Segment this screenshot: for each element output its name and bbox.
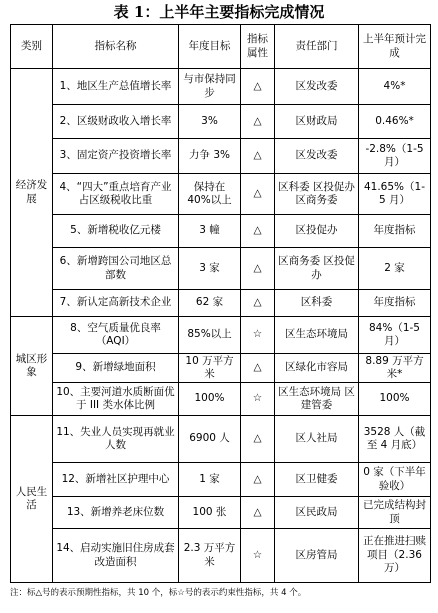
indicator-name-cell: 10、主要河道水质断面优于 III 类水体比例 (53, 383, 179, 416)
table-row (11, 139, 431, 174)
type-cell: △ (241, 215, 275, 248)
target-cell: 力争 3% (179, 139, 241, 174)
table-row (11, 354, 431, 383)
type-cell: △ (241, 248, 275, 290)
type-cell: △ (241, 139, 275, 174)
table-row (11, 69, 431, 105)
target-cell: 3% (179, 105, 241, 139)
indicator-name-cell: 1、地区生产总值增长率 (53, 69, 179, 105)
category-cell: 人民生活 (11, 416, 53, 583)
table-title: 表 1：上半年主要指标完成情况 (113, 3, 325, 21)
department-cell: 区绿化市容局 (275, 354, 359, 383)
indicator-name-cell: 2、区级财政收入增长率 (53, 105, 179, 139)
completion-cell: 已完成结构封顶 (359, 497, 431, 529)
indicator-name-cell: 8、空气质量优良率（AQI） (53, 317, 179, 354)
type-cell: △ (241, 174, 275, 215)
indicator-name-cell: 12、新增社区护理中心 (53, 463, 179, 497)
completion-cell: 年度指标 (359, 290, 431, 317)
type-cell: ☆ (241, 317, 275, 354)
completion-cell: 3528 人（截至 4 月底） (359, 416, 431, 463)
header-annual-target: 年度目标 (179, 25, 241, 69)
completion-cell: 0.46%* (359, 105, 431, 139)
table-row (11, 174, 431, 215)
indicator-table (10, 24, 431, 583)
type-cell: △ (241, 290, 275, 317)
department-cell: 区卫健委 (275, 463, 359, 497)
table-row (11, 248, 431, 290)
indicator-name-cell: 4、“四大”重点培育产业占区级税收比重 (53, 174, 179, 215)
target-cell: 85%以上 (179, 317, 241, 354)
category-cell: 经济发展 (11, 69, 53, 317)
target-cell: 2.3 万平方米 (179, 529, 241, 583)
category-cell: 城区形象 (11, 317, 53, 416)
completion-cell: 4%* (359, 69, 431, 105)
completion-cell: 100% (359, 383, 431, 416)
department-cell: 区财政局 (275, 105, 359, 139)
target-cell: 3 幢 (179, 215, 241, 248)
table-row (11, 463, 431, 497)
table-header-row (11, 25, 431, 69)
indicator-name-cell: 5、新增税收亿元楼 (53, 215, 179, 248)
indicator-name-cell: 9、新增绿地面积 (53, 354, 179, 383)
department-cell: 区发改委 (275, 69, 359, 105)
indicator-name-cell: 7、新认定高新技术企业 (53, 290, 179, 317)
department-cell: 区科委 (275, 290, 359, 317)
department-cell: 区人社局 (275, 416, 359, 463)
type-cell: △ (241, 416, 275, 463)
target-cell: 与市保持同步 (179, 69, 241, 105)
department-cell: 区商务委 区投促办 (275, 248, 359, 290)
table-row (11, 215, 431, 248)
header-category: 类别 (11, 25, 53, 69)
type-cell: ☆ (241, 383, 275, 416)
header-department: 责任部门 (275, 25, 359, 69)
header-indicator-type: 指标属性 (241, 25, 275, 69)
department-cell: 区房管局 (275, 529, 359, 583)
indicator-name-cell: 14、启动实施旧住房成套改造面积 (53, 529, 179, 583)
table-row (11, 497, 431, 529)
completion-cell: 84%（1-5 月） (359, 317, 431, 354)
target-cell: 1 家 (179, 463, 241, 497)
type-cell: △ (241, 105, 275, 139)
department-cell: 区生态环境局 区建管委 (275, 383, 359, 416)
type-cell: △ (241, 354, 275, 383)
completion-cell: 2 家 (359, 248, 431, 290)
target-cell: 3 家 (179, 248, 241, 290)
target-cell: 6900 人 (179, 416, 241, 463)
header-indicator-name: 指标名称 (53, 25, 179, 69)
type-cell: △ (241, 497, 275, 529)
indicator-name-cell: 11、失业人员实现再就业人数 (53, 416, 179, 463)
target-cell: 10 万平方米 (179, 354, 241, 383)
department-cell: 区投促办 (275, 215, 359, 248)
table-row (11, 290, 431, 317)
table-row (11, 383, 431, 416)
header-h1-completion: 上半年预计完成 (359, 25, 431, 69)
department-cell: 区民政局 (275, 497, 359, 529)
target-cell: 100 张 (179, 497, 241, 529)
completion-cell: 41.65%（1-5 月） (359, 174, 431, 215)
indicator-name-cell: 13、新增养老床位数 (53, 497, 179, 529)
type-cell: ☆ (241, 529, 275, 583)
completion-cell: 0 家（下半年验收） (359, 463, 431, 497)
target-cell: 62 家 (179, 290, 241, 317)
completion-cell: 正在推进扫赎项目（2.36 万） (359, 529, 431, 583)
indicator-name-cell: 3、固定资产投资增长率 (53, 139, 179, 174)
indicator-name-cell: 6、新增跨国公司地区总部数 (53, 248, 179, 290)
table-row (11, 105, 431, 139)
completion-cell: 8.89 万平方米* (359, 354, 431, 383)
completion-cell: 年度指标 (359, 215, 431, 248)
department-cell: 区生态环境局 (275, 317, 359, 354)
target-cell: 保持在 40%以上 (179, 174, 241, 215)
department-cell: 区科委 区投促办 区商务委 (275, 174, 359, 215)
table-row (11, 416, 431, 463)
table-row (11, 317, 431, 354)
table-row (11, 529, 431, 583)
footnote: 注：标△号的表示预期性指标，共 10 个，标☆号的表示约束性指标，共 4 个。 (10, 588, 307, 598)
type-cell: △ (241, 69, 275, 105)
completion-cell: -2.8%（1-5 月） (359, 139, 431, 174)
type-cell: △ (241, 463, 275, 497)
department-cell: 区发改委 (275, 139, 359, 174)
target-cell: 100% (179, 383, 241, 416)
